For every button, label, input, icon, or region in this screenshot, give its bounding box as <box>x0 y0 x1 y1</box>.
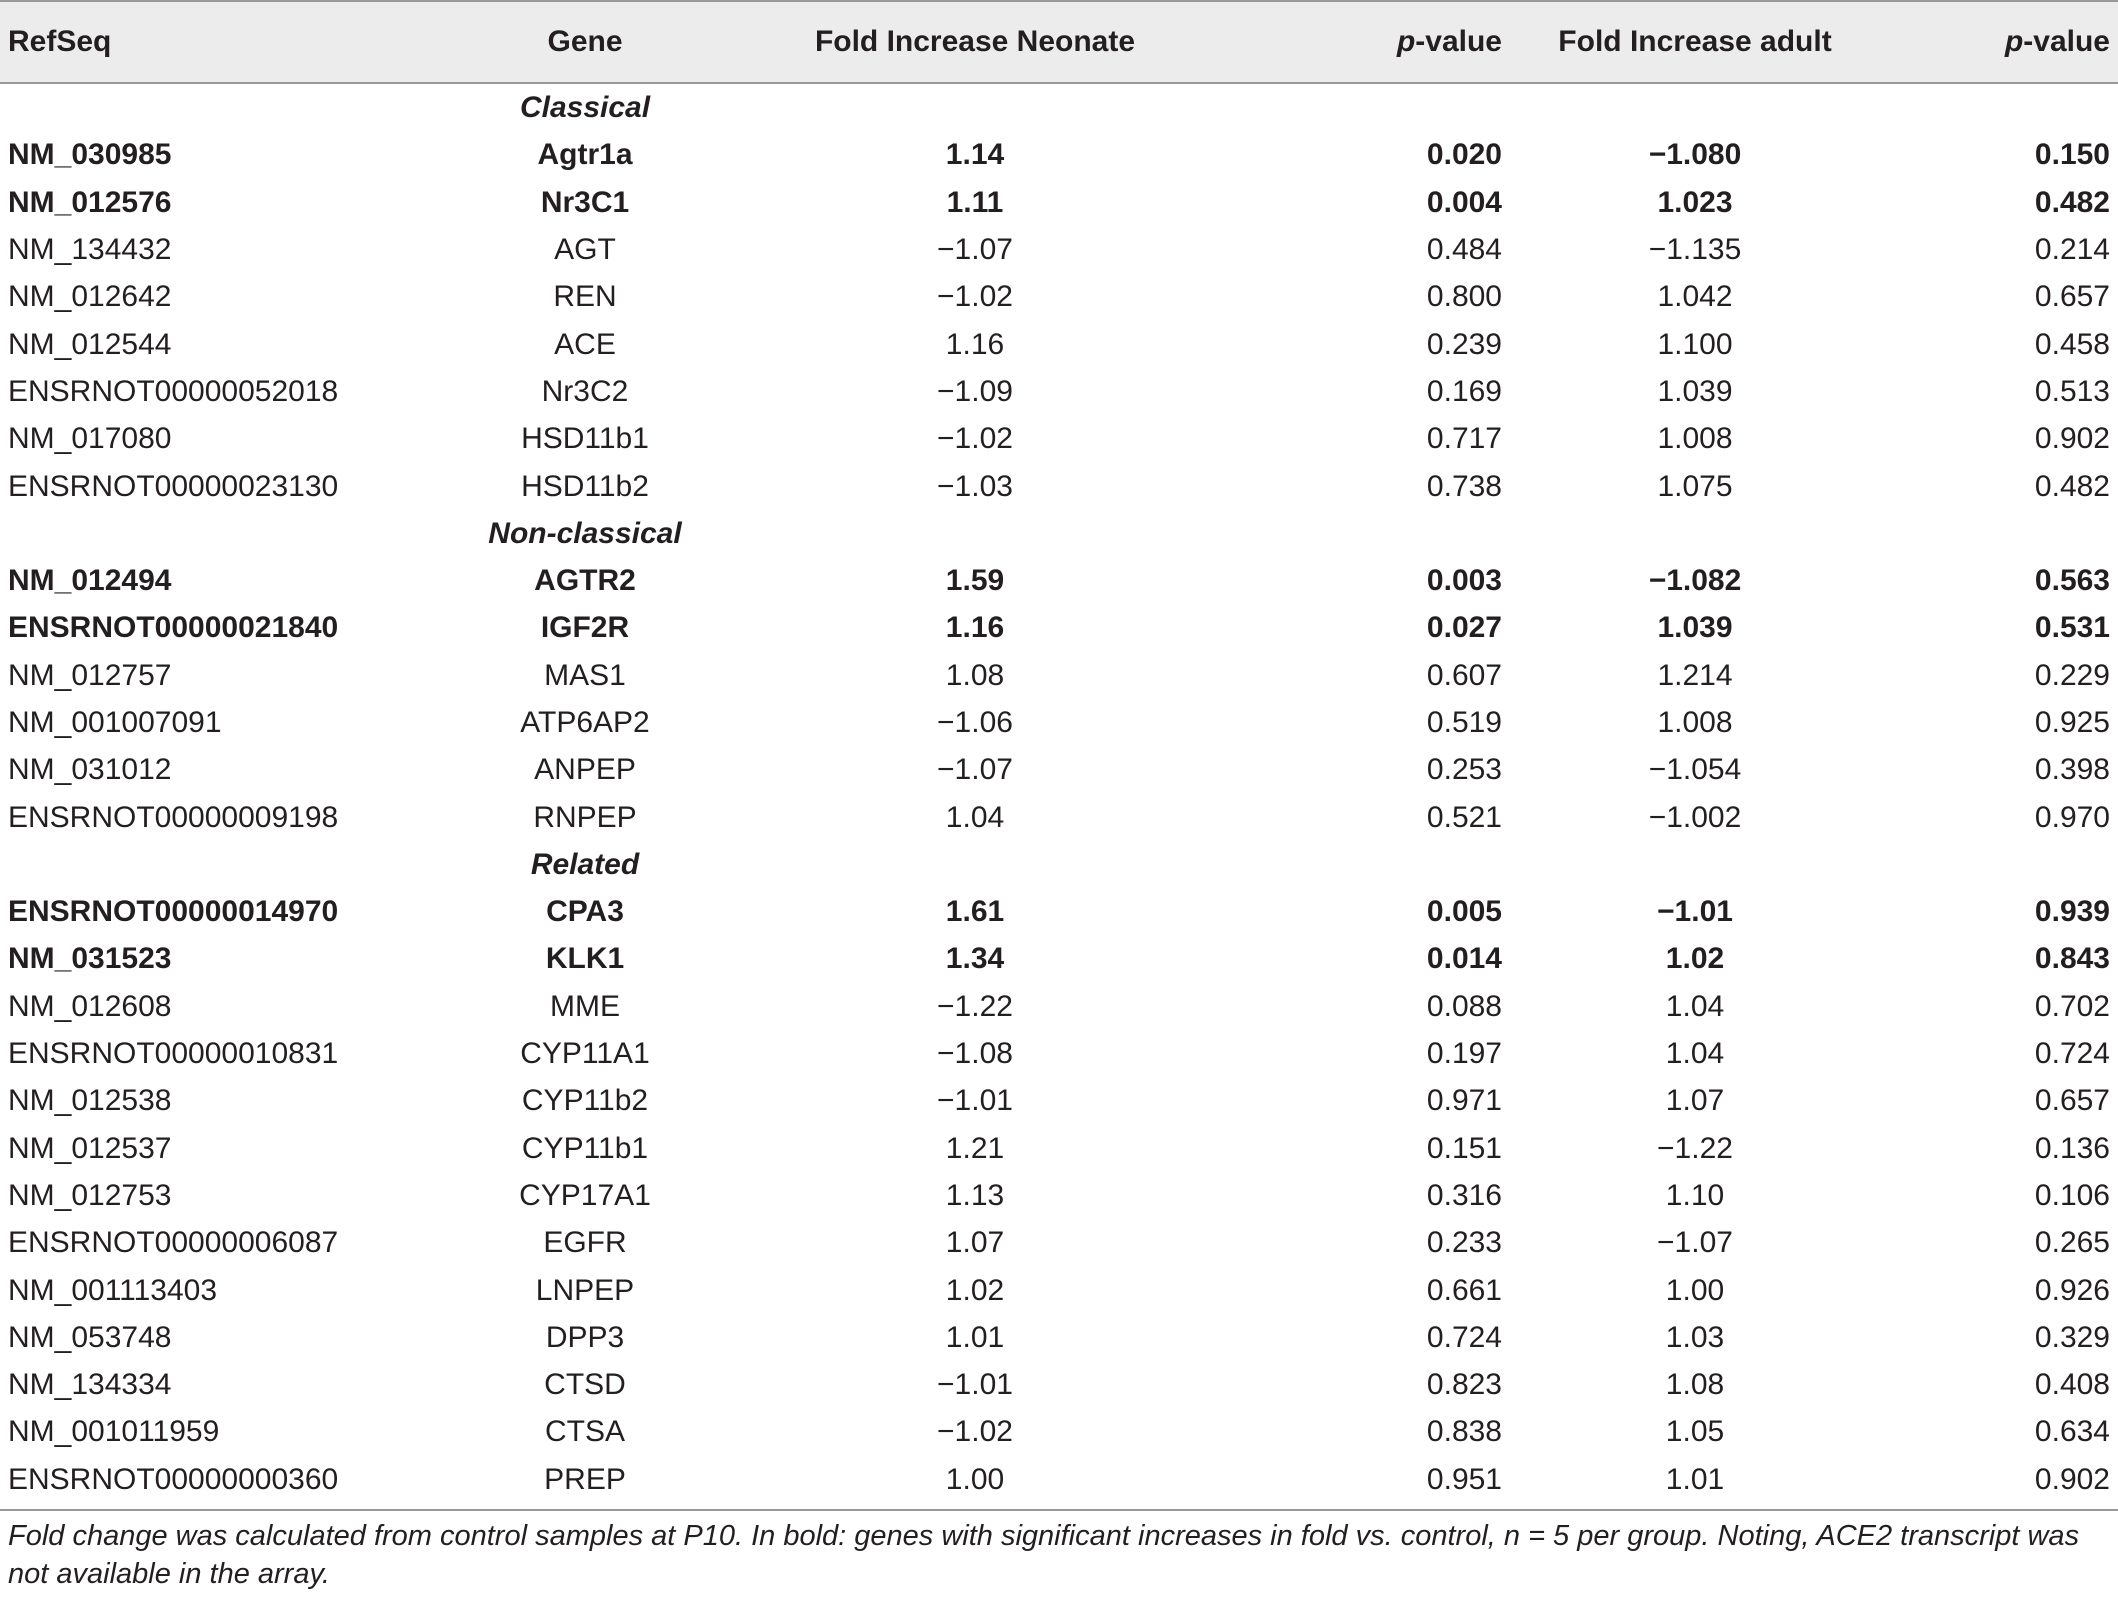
cell-pvalue-adult: 0.531 <box>2034 611 2110 645</box>
table-row <box>0 226 2118 273</box>
cell-fold-adult: −1.135 <box>1648 233 1742 267</box>
cell-pvalue-adult: 0.458 <box>2034 327 2110 361</box>
cell-pvalue-adult: 0.563 <box>2034 564 2110 598</box>
cell-refseq: NM_017080 <box>8 422 172 456</box>
cell-pvalue-adult: 0.214 <box>2034 233 2110 267</box>
section-header-row <box>0 83 2118 131</box>
cell-fold-neonate: 1.04 <box>945 800 1005 834</box>
cell-fold-adult: −1.07 <box>1657 1226 1733 1260</box>
table-row <box>0 888 2118 935</box>
table-row <box>0 1125 2118 1172</box>
cell-gene: AGTR2 <box>534 564 636 598</box>
header-pvalue-neonate-p: p <box>1396 25 1416 58</box>
cell-pvalue-adult: 0.657 <box>2034 1084 2110 1118</box>
table-row <box>0 935 2118 982</box>
cell-pvalue-neonate: 0.519 <box>1426 706 1502 739</box>
header-pvalue-neonate-suffix: -value <box>1415 25 1502 58</box>
cell-fold-neonate: 1.08 <box>945 658 1005 692</box>
cell-pvalue-neonate: 0.004 <box>1426 185 1502 219</box>
cell-refseq: NM_001007091 <box>8 706 222 739</box>
cell-pvalue-adult: 0.513 <box>2034 374 2110 408</box>
cell-fold-adult: −1.080 <box>1648 138 1742 172</box>
cell-gene: Nr3C2 <box>541 374 629 408</box>
cell-gene: CYP11b1 <box>521 1131 649 1165</box>
cell-gene: ANPEP <box>534 753 636 787</box>
cell-gene: ATP6AP2 <box>520 706 650 739</box>
table-row <box>0 462 2118 509</box>
cell-pvalue-adult: 0.408 <box>2034 1368 2110 1402</box>
cell-pvalue-neonate: 0.724 <box>1426 1320 1502 1354</box>
table-row <box>0 652 2118 699</box>
cell-refseq: NM_012544 <box>8 327 172 361</box>
section-header-row <box>0 841 2118 888</box>
cell-fold-neonate: −1.02 <box>937 280 1013 314</box>
table-footnote: Fold change was calculated from control samples at P10. In bold: genes with significant increases in fold vs. control, n = 5 per group. Noting, ACE2 transcript was not available in the array. <box>8 1519 2080 1590</box>
cell-fold-neonate: 1.07 <box>945 1226 1005 1260</box>
cell-pvalue-adult: 0.482 <box>2034 185 2110 219</box>
cell-fold-neonate: −1.09 <box>937 374 1013 408</box>
table-row <box>0 793 2118 840</box>
cell-pvalue-adult: 0.106 <box>2034 1178 2110 1212</box>
cell-pvalue-neonate: 0.020 <box>1426 138 1502 172</box>
cell-pvalue-neonate: 0.027 <box>1426 611 1502 645</box>
cell-gene: PREP <box>544 1462 626 1496</box>
cell-gene: ACE <box>554 327 616 361</box>
cell-pvalue-neonate: 0.951 <box>1426 1462 1502 1496</box>
header-pvalue-adult-suffix: -value <box>2023 25 2110 58</box>
cell-fold-neonate: −1.02 <box>937 422 1013 456</box>
cell-gene: CTSD <box>544 1368 626 1402</box>
cell-refseq: ENSRNOT00000021840 <box>8 611 339 645</box>
cell-pvalue-neonate: 0.233 <box>1426 1226 1502 1260</box>
cell-fold-adult: 1.08 <box>1665 1368 1725 1402</box>
cell-pvalue-adult: 0.970 <box>2034 800 2110 834</box>
cell-gene: CYP11b2 <box>521 1084 649 1118</box>
cell-refseq: NM_012753 <box>8 1178 172 1212</box>
cell-fold-adult: 1.042 <box>1657 280 1733 314</box>
cell-fold-neonate: 1.34 <box>945 942 1005 976</box>
cell-fold-adult: 1.02 <box>1665 942 1725 976</box>
cell-fold-adult: 1.05 <box>1665 1415 1725 1449</box>
cell-fold-neonate: 1.14 <box>945 138 1005 172</box>
cell-fold-adult: 1.039 <box>1657 611 1733 645</box>
cell-pvalue-adult: 0.724 <box>2034 1037 2110 1071</box>
table-bottom-rule <box>0 1509 2118 1511</box>
cell-fold-neonate: −1.01 <box>937 1084 1013 1118</box>
cell-fold-neonate: 1.16 <box>945 611 1005 645</box>
cell-pvalue-adult: 0.229 <box>2034 658 2110 692</box>
cell-fold-adult: 1.008 <box>1657 422 1733 456</box>
table-row <box>0 1172 2118 1219</box>
cell-fold-adult: −1.054 <box>1648 753 1742 787</box>
cell-fold-adult: 1.100 <box>1657 327 1733 361</box>
cell-pvalue-neonate: 0.800 <box>1426 280 1502 314</box>
cell-gene: HSD11b2 <box>521 469 649 503</box>
cell-pvalue-adult: 0.925 <box>2034 706 2110 739</box>
header-row <box>0 1 2118 83</box>
table-row <box>0 131 2118 178</box>
header-gene: Gene <box>430 1 740 83</box>
cell-fold-neonate: −1.08 <box>937 1037 1013 1071</box>
cell-refseq: NM_001011959 <box>8 1415 220 1449</box>
cell-pvalue-neonate: 0.823 <box>1426 1368 1502 1402</box>
header-refseq: RefSeq <box>0 1 430 83</box>
cell-pvalue-neonate: 0.253 <box>1426 753 1502 787</box>
section-spacer <box>0 841 430 888</box>
cell-gene: KLK1 <box>545 942 625 976</box>
cell-fold-neonate: −1.01 <box>937 1368 1013 1402</box>
cell-pvalue-neonate: 0.838 <box>1426 1415 1502 1449</box>
cell-refseq: NM_053748 <box>8 1320 172 1354</box>
cell-gene: AGT <box>554 233 616 267</box>
section-spacer <box>0 510 430 557</box>
cell-gene: CYP17A1 <box>519 1178 651 1212</box>
table-row <box>0 983 2118 1030</box>
cell-gene: IGF2R <box>540 611 630 645</box>
table-header <box>0 1 2118 83</box>
section-spacer <box>740 83 2118 131</box>
cell-fold-adult: −1.082 <box>1648 564 1742 598</box>
cell-gene: Nr3C1 <box>540 185 630 219</box>
cell-fold-neonate: −1.22 <box>937 989 1013 1023</box>
cell-refseq: NM_012642 <box>8 280 172 314</box>
header-pvalue-adult <box>1880 1 2118 83</box>
cell-pvalue-adult: 0.398 <box>2034 753 2110 787</box>
cell-gene: Agtr1a <box>537 138 633 172</box>
cell-pvalue-neonate: 0.169 <box>1426 374 1502 408</box>
cell-pvalue-adult: 0.329 <box>2034 1320 2110 1354</box>
section-title: Related <box>530 847 640 881</box>
table-row <box>0 746 2118 793</box>
cell-refseq: NM_012757 <box>8 658 172 692</box>
cell-pvalue-neonate: 0.197 <box>1426 1037 1502 1071</box>
cell-fold-neonate: −1.07 <box>937 753 1013 787</box>
cell-fold-adult: −1.22 <box>1657 1131 1733 1165</box>
cell-fold-adult: 1.214 <box>1657 658 1733 692</box>
cell-gene: REN <box>553 280 617 314</box>
cell-pvalue-neonate: 0.738 <box>1426 469 1502 503</box>
table-row <box>0 1408 2118 1455</box>
cell-fold-adult: 1.00 <box>1665 1273 1725 1307</box>
cell-gene: DPP3 <box>545 1320 625 1354</box>
cell-refseq: ENSRNOT00000014970 <box>8 895 339 929</box>
table-row <box>0 1077 2118 1124</box>
cell-pvalue-neonate: 0.151 <box>1426 1131 1502 1165</box>
cell-refseq: ENSRNOT00000010831 <box>8 1037 339 1071</box>
cell-pvalue-adult: 0.939 <box>2034 895 2110 929</box>
cell-refseq: ENSRNOT00000052018 <box>8 374 339 408</box>
cell-pvalue-neonate: 0.607 <box>1426 658 1502 692</box>
header-pvalue-adult-p: p <box>2004 25 2024 58</box>
cell-refseq: NM_134432 <box>8 233 172 267</box>
cell-gene: CTSA <box>544 1415 625 1449</box>
cell-refseq: NM_012576 <box>8 185 172 219</box>
cell-gene: HSD11b1 <box>521 422 649 456</box>
cell-refseq: NM_134334 <box>8 1368 172 1402</box>
cell-pvalue-adult: 0.926 <box>2034 1273 2110 1307</box>
cell-refseq: ENSRNOT00000006087 <box>8 1226 339 1260</box>
cell-fold-neonate: 1.59 <box>945 564 1005 598</box>
cell-fold-neonate: 1.16 <box>945 327 1005 361</box>
table-row <box>0 415 2118 462</box>
cell-pvalue-adult: 0.482 <box>2034 469 2110 503</box>
cell-fold-adult: −1.002 <box>1648 800 1742 834</box>
cell-pvalue-adult: 0.634 <box>2034 1415 2110 1449</box>
table-row <box>0 1456 2118 1503</box>
section-spacer <box>740 841 2118 888</box>
cell-pvalue-adult: 0.150 <box>2034 138 2110 172</box>
cell-pvalue-adult: 0.265 <box>2034 1226 2110 1260</box>
cell-refseq: NM_031523 <box>8 942 172 976</box>
cell-fold-adult: 1.039 <box>1657 374 1733 408</box>
cell-fold-adult: 1.023 <box>1657 185 1733 219</box>
cell-gene: CYP11A1 <box>520 1037 650 1071</box>
cell-refseq: ENSRNOT00000000360 <box>8 1462 339 1496</box>
cell-pvalue-neonate: 0.088 <box>1426 989 1502 1023</box>
header-fold-neonate: Fold Increase Neonate <box>740 1 1210 83</box>
cell-refseq: ENSRNOT00000023130 <box>8 469 339 503</box>
cell-fold-neonate: −1.06 <box>937 706 1013 739</box>
cell-refseq: NM_012538 <box>8 1084 172 1118</box>
section-title: Classical <box>519 91 651 125</box>
cell-refseq: NM_001113403 <box>8 1273 218 1307</box>
cell-fold-neonate: 1.00 <box>945 1462 1005 1496</box>
cell-gene: MME <box>550 989 620 1023</box>
cell-refseq: NM_031012 <box>8 753 172 787</box>
cell-pvalue-neonate: 0.014 <box>1426 942 1502 976</box>
table-row <box>0 179 2118 226</box>
cell-pvalue-adult: 0.702 <box>2034 989 2110 1023</box>
cell-pvalue-neonate: 0.661 <box>1426 1273 1502 1307</box>
table-row <box>0 1314 2118 1361</box>
cell-fold-adult: 1.10 <box>1665 1178 1725 1212</box>
cell-fold-adult: 1.008 <box>1657 706 1733 739</box>
table-row <box>0 557 2118 604</box>
cell-fold-neonate: 1.21 <box>945 1131 1005 1165</box>
table-row <box>0 273 2118 320</box>
cell-refseq: NM_030985 <box>8 138 172 172</box>
cell-pvalue-adult: 0.902 <box>2034 422 2110 456</box>
cell-gene: EGFR <box>543 1226 627 1260</box>
cell-refseq: ENSRNOT00000009198 <box>8 800 339 834</box>
cell-pvalue-neonate: 0.971 <box>1426 1084 1502 1118</box>
cell-fold-adult: 1.01 <box>1665 1462 1725 1496</box>
cell-gene: MAS1 <box>544 658 626 692</box>
cell-fold-neonate: 1.11 <box>946 185 1004 219</box>
cell-pvalue-neonate: 0.521 <box>1426 800 1502 834</box>
cell-fold-adult: 1.075 <box>1657 469 1733 503</box>
cell-fold-adult: 1.04 <box>1665 1037 1725 1071</box>
table-row <box>0 368 2118 415</box>
cell-fold-adult: −1.01 <box>1657 895 1733 929</box>
cell-fold-neonate: −1.02 <box>937 1415 1013 1449</box>
cell-fold-neonate: −1.03 <box>937 469 1013 503</box>
cell-pvalue-neonate: 0.005 <box>1426 895 1502 929</box>
section-spacer <box>0 83 430 131</box>
header-fold-adult: Fold Increase adult <box>1510 1 1880 83</box>
cell-gene: LNPEP <box>535 1273 635 1307</box>
cell-fold-neonate: 1.02 <box>945 1273 1005 1307</box>
section-header-row <box>0 510 2118 557</box>
cell-gene: CPA3 <box>546 895 624 929</box>
section-spacer <box>740 510 2118 557</box>
section-title: Non-classical <box>488 516 682 550</box>
table-row <box>0 1266 2118 1313</box>
cell-pvalue-adult: 0.902 <box>2034 1462 2110 1496</box>
cell-fold-neonate: 1.13 <box>945 1178 1005 1212</box>
table-row <box>0 604 2118 651</box>
header-pvalue-neonate <box>1210 1 1510 83</box>
cell-pvalue-neonate: 0.239 <box>1426 327 1502 361</box>
cell-refseq: NM_012608 <box>8 989 172 1023</box>
cell-pvalue-adult: 0.657 <box>2034 280 2110 314</box>
cell-fold-adult: 1.07 <box>1665 1084 1725 1118</box>
table-row <box>0 1219 2118 1266</box>
cell-fold-adult: 1.04 <box>1665 989 1725 1023</box>
cell-refseq: NM_012494 <box>8 564 172 598</box>
cell-pvalue-neonate: 0.484 <box>1426 233 1502 267</box>
cell-pvalue-neonate: 0.003 <box>1426 564 1502 598</box>
table-row <box>0 699 2118 746</box>
cell-pvalue-neonate: 0.717 <box>1426 422 1502 456</box>
cell-gene: RNPEP <box>533 800 637 834</box>
cell-fold-adult: 1.03 <box>1665 1320 1725 1354</box>
cell-fold-neonate: 1.01 <box>945 1320 1005 1354</box>
table-row <box>0 320 2118 367</box>
table-body <box>0 83 2118 1503</box>
table-row <box>0 1361 2118 1408</box>
cell-fold-neonate: 1.61 <box>945 895 1005 929</box>
cell-refseq: NM_012537 <box>8 1131 172 1165</box>
cell-pvalue-adult: 0.136 <box>2034 1131 2110 1165</box>
cell-pvalue-neonate: 0.316 <box>1426 1178 1502 1212</box>
cell-fold-neonate: −1.07 <box>937 233 1013 267</box>
table-row <box>0 1030 2118 1077</box>
cell-pvalue-adult: 0.843 <box>2034 942 2110 976</box>
